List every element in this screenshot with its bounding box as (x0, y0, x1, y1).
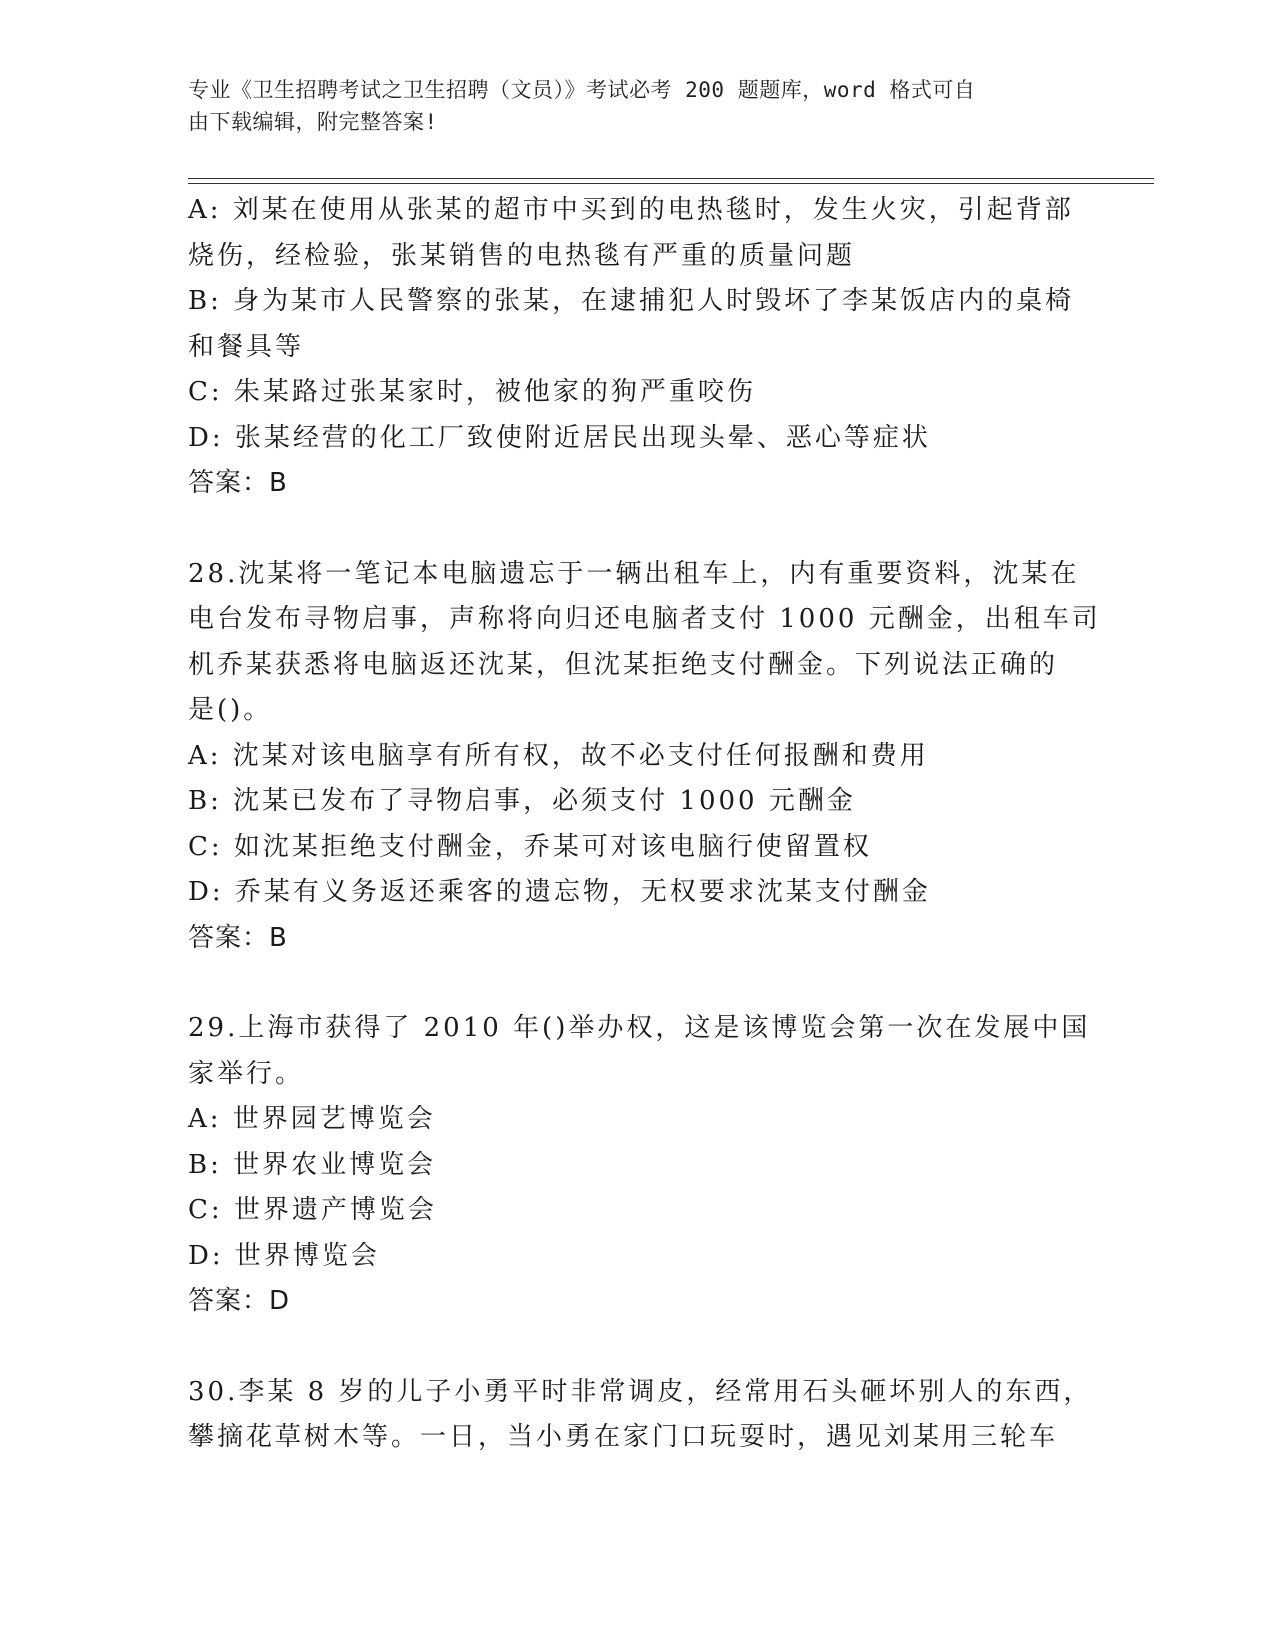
header-divider-top (188, 178, 1154, 179)
document-body (188, 188, 1101, 1461)
question-29 (188, 1006, 1091, 1325)
option-a: A: 刘某在使用从张某的超市中买到的电热毯时，发生火灾，引起背部 (188, 195, 1074, 225)
option-c: C: 如沈某拒绝支付酬金，乔某可对该电脑行使留置权 (188, 831, 872, 862)
document-header (188, 74, 1068, 138)
question-stem-continued: 家举行。 (188, 1058, 305, 1089)
header-title-line-2: 由下载编辑，附完整答案! (188, 110, 438, 134)
option-b: B: 世界农业博览会 (188, 1149, 437, 1180)
question-stem-continued: 攀摘花草树木等。一日，当小勇在家门口玩耍时，遇见刘某用三轮车 (188, 1422, 1059, 1452)
option-d: D: 世界博览会 (188, 1240, 380, 1271)
option-b: B: 身为某市人民警察的张某，在逮捕犯人时毁坏了李某饭店内的桌椅 (188, 286, 1075, 316)
option-b: B: 沈某已发布了寻物启事，必须支付 1000 元酬金 (188, 786, 856, 816)
question-stem-continued: 电台发布寻物启事，声称将向归还电脑者支付 1000 元酬金，出租车司 (188, 604, 1101, 634)
spacer (188, 1325, 1068, 1370)
option-a-continued: 烧伤，经检验，张某销售的电热毯有严重的质量问题 (188, 240, 856, 271)
answer: 答案：D (188, 1286, 291, 1316)
option-a: A: 世界园艺博览会 (188, 1104, 436, 1134)
option-d: D: 乔某有义务返还乘客的遗忘物，无权要求沈某支付酬金 (188, 877, 931, 907)
option-a: A: 沈某对该电脑享有所有权，故不必支付任何报酬和费用 (188, 740, 929, 771)
question-27 (188, 188, 1075, 507)
option-c: C: 世界遗产博览会 (188, 1195, 437, 1225)
question-stem-continued: 是()。 (188, 695, 273, 725)
header-divider-bottom (188, 183, 1154, 184)
option-b-continued: 和餐具等 (188, 331, 305, 362)
option-c: C: 朱某路过张某家时，被他家的狗严重咬伤 (188, 377, 756, 407)
question-28 (188, 552, 1101, 962)
question-stem: 29.上海市获得了 2010 年()举办权，这是该博览会第一次在发展中国 (188, 1013, 1091, 1043)
option-d: D: 张某经营的化工厂致使附近居民出现头晕、恶心等症状 (188, 422, 931, 453)
spacer (188, 507, 1068, 552)
question-stem-continued: 机乔某获悉将电脑返还沈某，但沈某拒绝支付酬金。下列说法正确的 (188, 649, 1059, 680)
spacer (188, 961, 1068, 1006)
question-stem: 30.李某 8 岁的儿子小勇平时非常调皮，经常用石头砸坏别人的东西， (188, 1376, 1093, 1407)
question-stem: 28.沈某将一笔记本电脑遗忘于一辆出租车上，内有重要资料，沈某在 (188, 558, 1080, 589)
answer: 答案：B (188, 468, 288, 498)
question-30 (188, 1370, 1093, 1461)
answer: 答案：B (188, 922, 288, 953)
header-title-line-1: 专业《卫生招聘考试之卫生招聘（文员）》考试必考 200 题题库，word 格式可自 (188, 78, 976, 102)
